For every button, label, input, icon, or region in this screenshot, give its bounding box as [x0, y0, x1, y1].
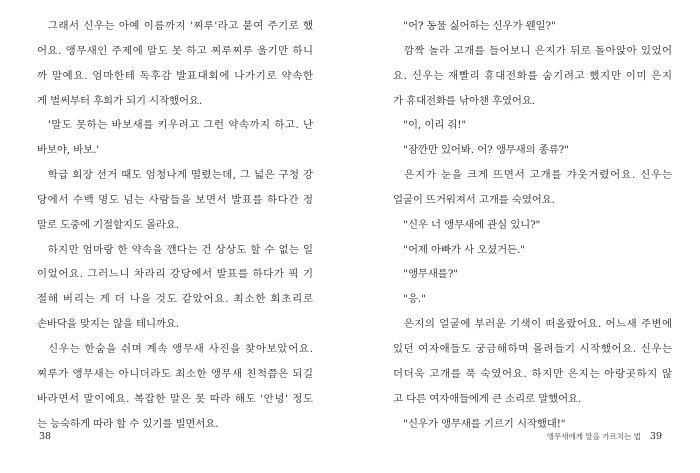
running-title: 앵무새에게 말을 가르치는 법: [546, 432, 641, 441]
text-line: "어제 아빠가 사 오셨거든.": [393, 243, 525, 256]
text-line: 하지만 엄마랑 한 약속을 깬다는 건 상상도 할 수 없는 일: [37, 243, 314, 256]
text-line: 는 능숙하게 따라 할 수 있기를 빌면서요.: [37, 417, 219, 430]
text-line: 말로 도중에 기절할지도 몰라요.: [37, 218, 179, 231]
text-line: 학급 회장 선거 때도 엄청나게 떨렸는데, 그 넓은 구청 강: [37, 169, 314, 182]
text-line: "응.": [393, 293, 426, 306]
text-line: 까 말예요. 엄마한테 독후감 발표대회에 나가기로 약속한: [37, 69, 314, 82]
text-line: "신우 너 앵무새에 관심 있니?": [393, 218, 541, 231]
text-line: 바보야, 바보.': [37, 144, 100, 157]
left-page: [37, 14, 313, 436]
page-number-left: 38: [39, 431, 52, 442]
text-line: 절해 버리는 게 더 나을 것도 같았어요. 최소한 회초리로: [37, 293, 314, 306]
text-line: 얼굴이 뜨거워져서 고개를 숙였어요.: [393, 193, 555, 206]
text-line: 찌루가 앵무새는 아니더라도 최소한 앵무새 친척쯤은 되길: [37, 367, 314, 380]
text-line: "잠깐만 있어봐. 어? 앵무새의 종류?": [393, 144, 569, 157]
page-footer-right: [547, 431, 662, 443]
text-line: 요. 신우는 재빨리 휴대전화를 숨기려고 했지만 이미 은지: [393, 69, 673, 82]
text-line: 이었어요. 그러느니 차라리 강당에서 발표를 하다가 픽 기: [37, 268, 314, 281]
text-line: 더더욱 고개를 푹 숙였어요. 하지만 은지는 아랑곳하지 않: [393, 367, 673, 380]
text-line: "앵무새를?": [393, 268, 458, 281]
text-line: "신우가 앵무새를 기르기 시작했대!": [393, 417, 566, 430]
text-line: 은지가 눈을 크게 뜨면서 고개를 갸웃거렸어요. 신우는: [393, 169, 673, 182]
text-line: 그래서 신우는 아예 이름까지 '찌루'라고 붙여 주기로 했: [37, 20, 314, 32]
text-line: 바라면서 말이에요. 복잡한 말은 못 따라 해도 '안녕' 정도: [37, 392, 314, 405]
text-line: '말도 못하는 바보새를 키우려고 그런 약속까지 하고. 난: [37, 119, 314, 132]
text-line: 게 벌써부터 후회가 되기 시작했어요.: [37, 94, 203, 107]
text-line: 가 휴대전화를 낚아챈 후였어요.: [393, 94, 535, 107]
text-line: "이, 이리 줘!": [393, 119, 467, 132]
text-line: 신우는 한숨을 쉬며 계속 앵무새 사진을 찾아보았어요.: [37, 342, 314, 355]
text-line: 어요. 앵무새인 주제에 말도 못 하고 찌루찌루 울기만 하니: [37, 44, 314, 57]
text-line: 당에서 수백 명도 넘는 사람들을 보면서 발표를 하다간 정: [37, 193, 314, 206]
text-line: 고 다른 여자애들에게 큰 소리로 말했어요.: [393, 392, 582, 405]
text-line: "어? 동물 싫어하는 신우가 웬일?": [393, 20, 556, 32]
text-line: 깜짝 놀라 고개를 들어보니 은지가 뒤로 돌아앉아 있었어: [393, 44, 673, 57]
page-number-right: 39: [649, 431, 662, 442]
right-page: [393, 14, 672, 436]
text-line: 은지의 얼굴에 부러운 기색이 떠올랐어요. 어느새 주변에: [393, 318, 673, 331]
text-line: 손바닥을 맞지는 않을 테니까요.: [37, 318, 179, 331]
text-line: 있던 여자애들도 궁금해하며 몰려들기 시작했어요. 신우는: [393, 342, 673, 355]
